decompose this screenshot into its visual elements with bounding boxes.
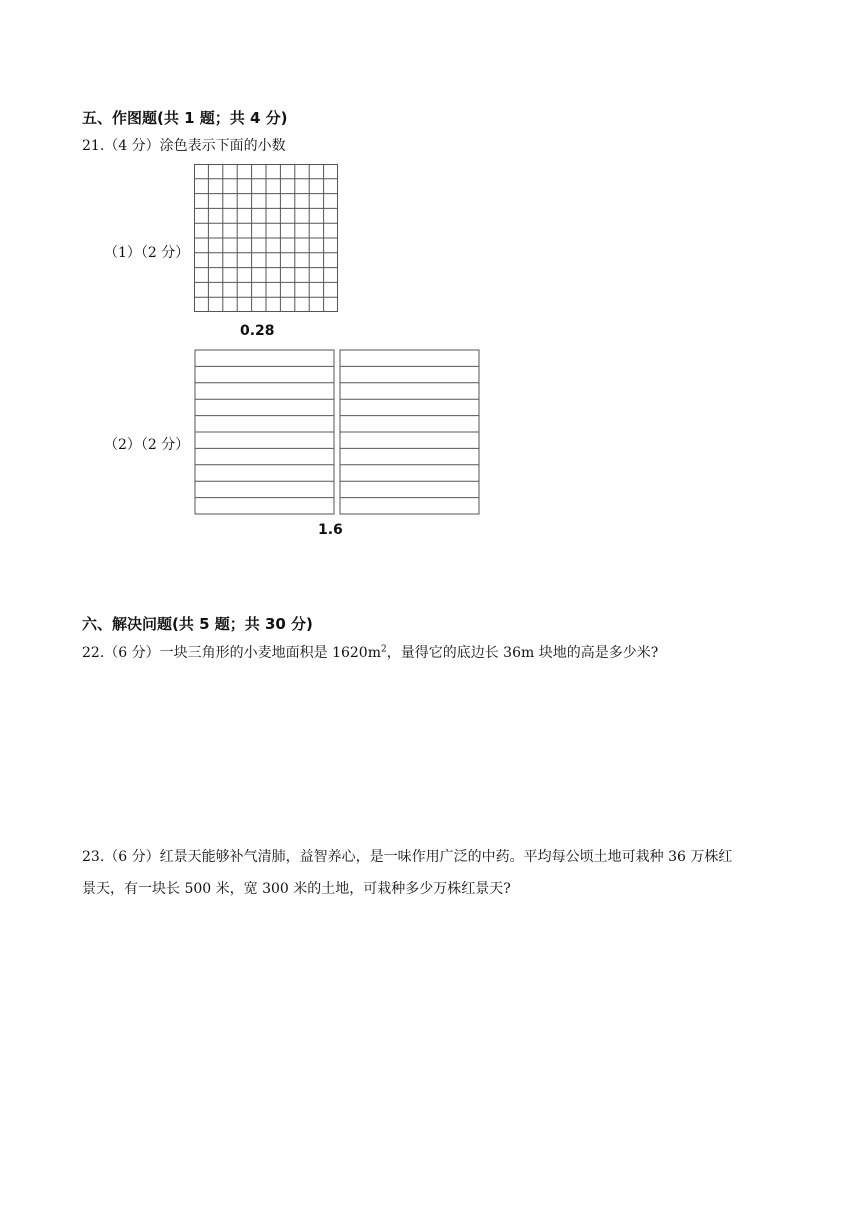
question-21 — [82, 135, 286, 155]
section-five-heading: 五、作图题(共 1 题；共 4 分) — [82, 109, 288, 127]
question-text: 一块三角形的小麦地面积是 1620m — [159, 645, 381, 661]
part-1-decimal: 0.28 — [240, 323, 275, 339]
question-text-line-1: 红景天能够补气清肺，益智养心，是一味作用广泛的中药。平均每公顷土地可栽种 36 万株红 — [159, 849, 733, 865]
question-points: （4 分） — [104, 138, 160, 154]
question-23-continued: 景天，有一块长 500 米，宽 300 米的土地，可栽种多少万株红景天? — [82, 881, 511, 897]
tenths-strip-grids[interactable] — [194, 349, 480, 515]
question-number: 21. — [82, 138, 105, 154]
question-number: 22. — [82, 645, 105, 661]
hundred-square-grid[interactable] — [194, 164, 338, 312]
part-2-label: （2）（2 分） — [104, 437, 190, 453]
section-six-heading: 六、解决问题(共 5 题；共 30 分) — [82, 615, 313, 633]
question-text: 涂色表示下面的小数 — [159, 138, 286, 154]
question-22 — [82, 642, 658, 662]
part-2-decimal: 1.6 — [318, 522, 343, 538]
question-number: 23. — [82, 849, 105, 865]
question-text-end: ，量得它的底边长 36m 块地的高是多少米? — [386, 645, 659, 661]
question-points: （6 分） — [104, 645, 160, 661]
question-23 — [82, 846, 732, 866]
part-1-label: （1）（2 分） — [104, 245, 190, 261]
question-points: （6 分） — [104, 849, 160, 865]
superscript: 2 — [380, 644, 387, 655]
